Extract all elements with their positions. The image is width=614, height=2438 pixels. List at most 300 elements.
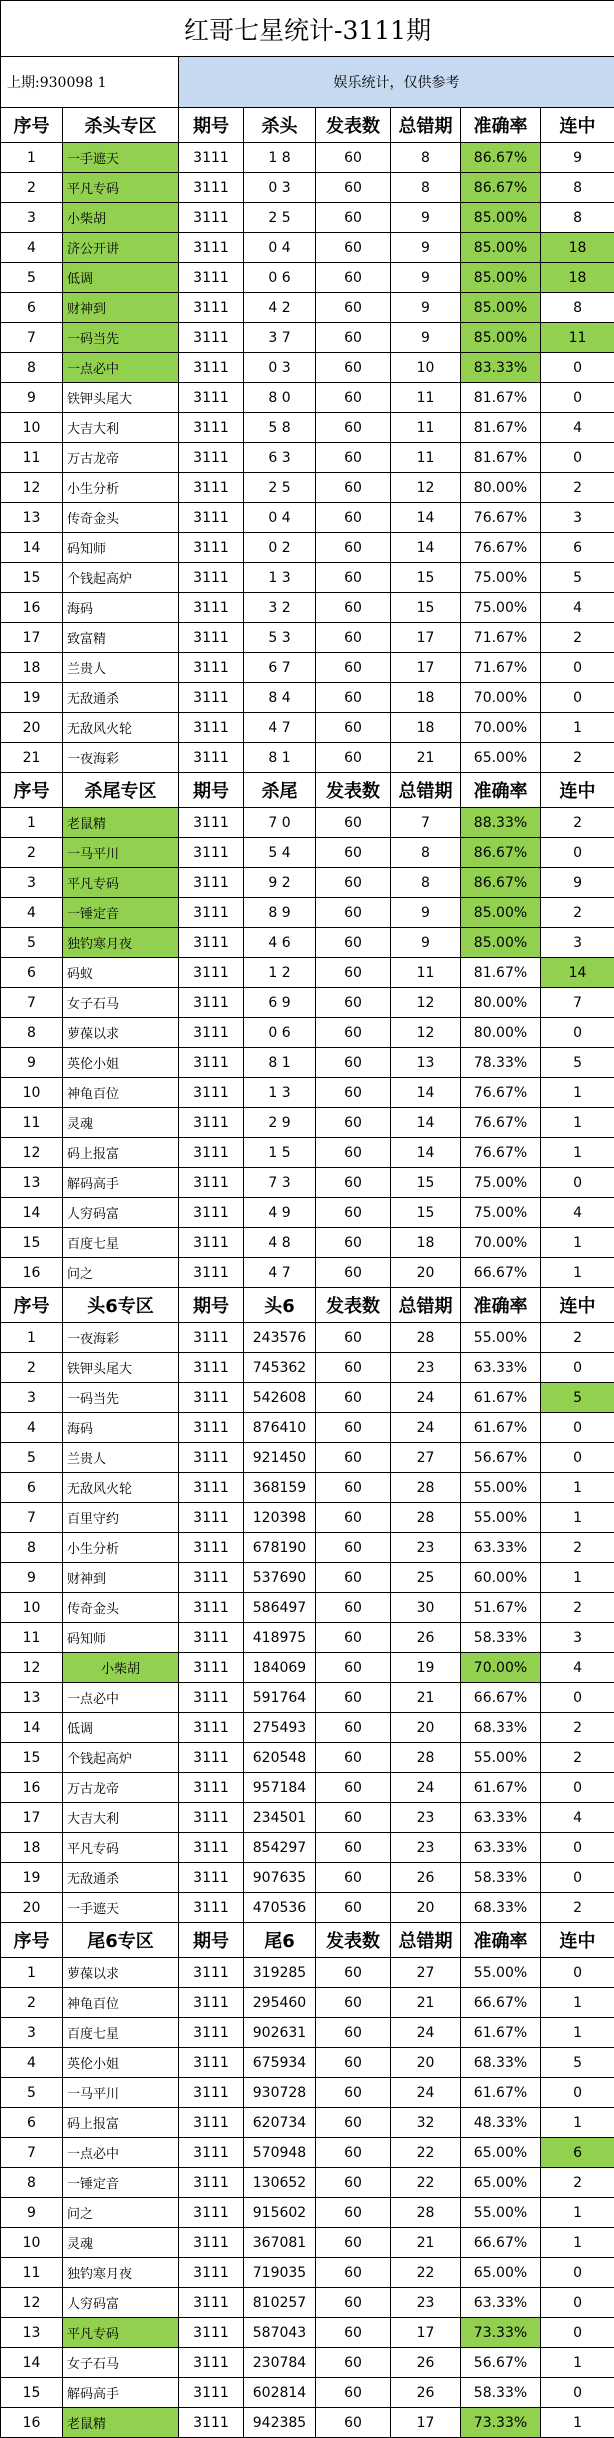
issue-cell: 3111	[179, 808, 244, 838]
accuracy-cell: 70.00%	[461, 683, 541, 713]
error-count-cell: 12	[391, 1018, 461, 1048]
value-cell: 275493	[244, 1713, 316, 1743]
streak-cell: 7	[541, 988, 614, 1018]
value-cell: 570948	[244, 2138, 316, 2168]
name-cell: 码知师	[63, 1623, 179, 1653]
error-count-cell: 28	[391, 1323, 461, 1353]
accuracy-cell: 80.00%	[461, 1018, 541, 1048]
row-number: 3	[1, 1383, 63, 1413]
issue-cell: 3111	[179, 383, 244, 413]
error-count-cell: 30	[391, 1593, 461, 1623]
streak-cell: 11	[541, 323, 614, 353]
error-count-cell: 15	[391, 1198, 461, 1228]
table-row	[1, 1018, 614, 1048]
last-issue-label: 上期:930098 1	[1, 57, 179, 108]
table-row	[1, 1503, 614, 1533]
value-cell: 587043	[244, 2318, 316, 2348]
issue-cell: 3111	[179, 1893, 244, 1923]
streak-cell: 0	[541, 683, 614, 713]
issue-cell: 3111	[179, 1323, 244, 1353]
column-header: 发表数	[316, 773, 391, 808]
value-cell: 0 2	[244, 533, 316, 563]
row-number: 21	[1, 743, 63, 773]
name-cell: 无敌通杀	[63, 1863, 179, 1893]
value-cell: 1 8	[244, 143, 316, 173]
name-cell: 平凡专码	[63, 868, 179, 898]
published-count-cell: 60	[316, 1653, 391, 1683]
issue-cell: 3111	[179, 1773, 244, 1803]
column-header: 序号	[1, 108, 63, 143]
issue-cell: 3111	[179, 563, 244, 593]
table-row	[1, 1593, 614, 1623]
name-cell: 一点必中	[63, 353, 179, 383]
accuracy-cell: 76.67%	[461, 1108, 541, 1138]
accuracy-cell: 63.33%	[461, 1533, 541, 1563]
published-count-cell: 60	[316, 2108, 391, 2138]
table-row	[1, 713, 614, 743]
accuracy-cell: 63.33%	[461, 2288, 541, 2318]
published-count-cell: 60	[316, 2168, 391, 2198]
value-cell: 120398	[244, 1503, 316, 1533]
value-cell: 902631	[244, 2018, 316, 2048]
error-count-cell: 28	[391, 2198, 461, 2228]
issue-cell: 3111	[179, 1713, 244, 1743]
row-number: 19	[1, 683, 63, 713]
name-cell: 兰贵人	[63, 1443, 179, 1473]
accuracy-cell: 70.00%	[461, 1228, 541, 1258]
name-cell: 低调	[63, 1713, 179, 1743]
published-count-cell: 60	[316, 623, 391, 653]
error-count-cell: 26	[391, 1863, 461, 1893]
published-count-cell: 60	[316, 233, 391, 263]
streak-cell: 0	[541, 653, 614, 683]
column-header: 杀尾	[244, 773, 316, 808]
published-count-cell: 60	[316, 1833, 391, 1863]
accuracy-cell: 65.00%	[461, 743, 541, 773]
accuracy-cell: 71.67%	[461, 623, 541, 653]
streak-cell: 1	[541, 1473, 614, 1503]
published-count-cell: 60	[316, 1138, 391, 1168]
error-count-cell: 14	[391, 1108, 461, 1138]
value-cell: 907635	[244, 1863, 316, 1893]
error-count-cell: 21	[391, 2228, 461, 2258]
error-count-cell: 14	[391, 503, 461, 533]
issue-cell: 3111	[179, 1743, 244, 1773]
issue-cell: 3111	[179, 1198, 244, 1228]
row-number: 16	[1, 1258, 63, 1288]
row-number: 14	[1, 1713, 63, 1743]
published-count-cell: 60	[316, 1108, 391, 1138]
table-row	[1, 293, 614, 323]
value-cell: 2 5	[244, 203, 316, 233]
streak-cell: 14	[541, 958, 614, 988]
name-cell: 一马平川	[63, 838, 179, 868]
name-cell: 海码	[63, 1413, 179, 1443]
value-cell: 542608	[244, 1383, 316, 1413]
published-count-cell: 60	[316, 1503, 391, 1533]
accuracy-cell: 55.00%	[461, 1743, 541, 1773]
table-row	[1, 2378, 614, 2408]
row-number: 17	[1, 623, 63, 653]
published-count-cell: 60	[316, 1593, 391, 1623]
value-cell: 130652	[244, 2168, 316, 2198]
issue-cell: 3111	[179, 1353, 244, 1383]
value-cell: 9 2	[244, 868, 316, 898]
row-number: 10	[1, 413, 63, 443]
issue-cell: 3111	[179, 713, 244, 743]
name-cell: 灵魂	[63, 1108, 179, 1138]
value-cell: 6 3	[244, 443, 316, 473]
published-count-cell: 60	[316, 958, 391, 988]
published-count-cell: 60	[316, 713, 391, 743]
error-count-cell: 9	[391, 203, 461, 233]
value-cell: 745362	[244, 1353, 316, 1383]
name-cell: 独钓寒月夜	[63, 928, 179, 958]
error-count-cell: 24	[391, 1383, 461, 1413]
row-number: 17	[1, 1803, 63, 1833]
error-count-cell: 15	[391, 593, 461, 623]
published-count-cell: 60	[316, 1228, 391, 1258]
name-cell: 个钱起高炉	[63, 1743, 179, 1773]
value-cell: 537690	[244, 1563, 316, 1593]
published-count-cell: 60	[316, 1863, 391, 1893]
streak-cell: 8	[541, 293, 614, 323]
published-count-cell: 60	[316, 928, 391, 958]
accuracy-cell: 61.67%	[461, 2018, 541, 2048]
column-header: 尾6专区	[63, 1923, 179, 1958]
table-row	[1, 958, 614, 988]
table-row	[1, 173, 614, 203]
accuracy-cell: 55.00%	[461, 1473, 541, 1503]
value-cell: 930728	[244, 2078, 316, 2108]
accuracy-cell: 85.00%	[461, 233, 541, 263]
value-cell: 602814	[244, 2378, 316, 2408]
table-row	[1, 1383, 614, 1413]
error-count-cell: 17	[391, 653, 461, 683]
streak-cell: 2	[541, 1743, 614, 1773]
row-number: 10	[1, 2228, 63, 2258]
issue-cell: 3111	[179, 2288, 244, 2318]
value-cell: 184069	[244, 1653, 316, 1683]
value-cell: 0 4	[244, 503, 316, 533]
accuracy-cell: 70.00%	[461, 1653, 541, 1683]
error-count-cell: 23	[391, 1803, 461, 1833]
streak-cell: 0	[541, 1863, 614, 1893]
row-number: 6	[1, 2108, 63, 2138]
name-cell: 传奇金头	[63, 1593, 179, 1623]
table-row	[1, 2348, 614, 2378]
accuracy-cell: 66.67%	[461, 1258, 541, 1288]
streak-cell: 1	[541, 2348, 614, 2378]
row-number: 12	[1, 1138, 63, 1168]
error-count-cell: 23	[391, 1353, 461, 1383]
table-row	[1, 2138, 614, 2168]
error-count-cell: 9	[391, 293, 461, 323]
issue-cell: 3111	[179, 1413, 244, 1443]
streak-cell: 0	[541, 1958, 614, 1988]
table-row	[1, 1893, 614, 1923]
value-cell: 243576	[244, 1323, 316, 1353]
row-number: 13	[1, 503, 63, 533]
issue-cell: 3111	[179, 928, 244, 958]
column-header: 期号	[179, 1923, 244, 1958]
issue-cell: 3111	[179, 1443, 244, 1473]
published-count-cell: 60	[316, 473, 391, 503]
name-cell: 一手遮天	[63, 143, 179, 173]
published-count-cell: 60	[316, 988, 391, 1018]
error-count-cell: 14	[391, 533, 461, 563]
name-cell: 一手遮天	[63, 1893, 179, 1923]
name-cell: 一点必中	[63, 2138, 179, 2168]
accuracy-cell: 63.33%	[461, 1833, 541, 1863]
issue-cell: 3111	[179, 1683, 244, 1713]
issue-cell: 3111	[179, 1383, 244, 1413]
column-header: 总错期	[391, 1288, 461, 1323]
issue-cell: 3111	[179, 1803, 244, 1833]
table-row	[1, 323, 614, 353]
value-cell: 4 6	[244, 928, 316, 958]
name-cell: 人穷码富	[63, 1198, 179, 1228]
table-row	[1, 1473, 614, 1503]
table-row	[1, 2258, 614, 2288]
accuracy-cell: 85.00%	[461, 323, 541, 353]
row-number: 2	[1, 838, 63, 868]
published-count-cell: 60	[316, 1048, 391, 1078]
value-cell: 4 8	[244, 1228, 316, 1258]
table-row	[1, 2228, 614, 2258]
table-row	[1, 533, 614, 563]
page-title: 红哥七星统计-3111期	[1, 1, 614, 57]
row-number: 18	[1, 653, 63, 683]
name-cell: 百度七星	[63, 2018, 179, 2048]
table-row	[1, 1443, 614, 1473]
value-cell: 7 0	[244, 808, 316, 838]
streak-cell: 1	[541, 1988, 614, 2018]
value-cell: 8 1	[244, 1048, 316, 1078]
accuracy-cell: 55.00%	[461, 2198, 541, 2228]
accuracy-cell: 76.67%	[461, 1138, 541, 1168]
error-count-cell: 20	[391, 1893, 461, 1923]
value-cell: 921450	[244, 1443, 316, 1473]
value-cell: 368159	[244, 1473, 316, 1503]
issue-cell: 3111	[179, 353, 244, 383]
issue-cell: 3111	[179, 1258, 244, 1288]
published-count-cell: 60	[316, 653, 391, 683]
column-header: 连中	[541, 108, 614, 143]
name-cell: 灵魂	[63, 2228, 179, 2258]
table-row	[1, 2078, 614, 2108]
table-row	[1, 233, 614, 263]
row-number: 1	[1, 1323, 63, 1353]
streak-cell: 1	[541, 1228, 614, 1258]
issue-cell: 3111	[179, 2198, 244, 2228]
table-row	[1, 1833, 614, 1863]
error-count-cell: 11	[391, 958, 461, 988]
error-count-cell: 12	[391, 988, 461, 1018]
value-cell: 942385	[244, 2408, 316, 2438]
issue-cell: 3111	[179, 263, 244, 293]
table-row	[1, 383, 614, 413]
issue-cell: 3111	[179, 1988, 244, 2018]
row-number: 14	[1, 533, 63, 563]
row-number: 13	[1, 1683, 63, 1713]
accuracy-cell: 68.33%	[461, 1893, 541, 1923]
streak-cell: 0	[541, 1773, 614, 1803]
issue-cell: 3111	[179, 1563, 244, 1593]
accuracy-cell: 86.67%	[461, 868, 541, 898]
published-count-cell: 60	[316, 1893, 391, 1923]
error-count-cell: 14	[391, 1138, 461, 1168]
accuracy-cell: 80.00%	[461, 473, 541, 503]
row-number: 9	[1, 1048, 63, 1078]
row-number: 7	[1, 988, 63, 1018]
streak-cell: 2	[541, 2168, 614, 2198]
published-count-cell: 60	[316, 1958, 391, 1988]
accuracy-cell: 83.33%	[461, 353, 541, 383]
accuracy-cell: 70.00%	[461, 713, 541, 743]
row-number: 7	[1, 2138, 63, 2168]
issue-cell: 3111	[179, 623, 244, 653]
value-cell: 1 2	[244, 958, 316, 988]
table-row	[1, 988, 614, 1018]
streak-cell: 0	[541, 1683, 614, 1713]
disclaimer-banner: 娱乐统计，仅供参考	[179, 57, 614, 108]
published-count-cell: 60	[316, 743, 391, 773]
published-count-cell: 60	[316, 353, 391, 383]
table-row	[1, 1048, 614, 1078]
published-count-cell: 60	[316, 1563, 391, 1593]
value-cell: 230784	[244, 2348, 316, 2378]
table-row	[1, 898, 614, 928]
issue-cell: 3111	[179, 323, 244, 353]
table-row	[1, 1228, 614, 1258]
row-number: 12	[1, 1653, 63, 1683]
table-row	[1, 413, 614, 443]
table-row	[1, 2288, 614, 2318]
table-row	[1, 1078, 614, 1108]
value-cell: 876410	[244, 1413, 316, 1443]
error-count-cell: 9	[391, 898, 461, 928]
row-number: 1	[1, 143, 63, 173]
accuracy-cell: 73.33%	[461, 2318, 541, 2348]
error-count-cell: 24	[391, 2018, 461, 2048]
value-cell: 0 6	[244, 263, 316, 293]
column-header: 发表数	[316, 108, 391, 143]
error-count-cell: 9	[391, 263, 461, 293]
streak-cell: 0	[541, 2378, 614, 2408]
row-number: 15	[1, 563, 63, 593]
issue-cell: 3111	[179, 173, 244, 203]
row-number: 8	[1, 1018, 63, 1048]
row-number: 9	[1, 2198, 63, 2228]
name-cell: 财神到	[63, 293, 179, 323]
accuracy-cell: 68.33%	[461, 1713, 541, 1743]
published-count-cell: 60	[316, 1323, 391, 1353]
table-row	[1, 2168, 614, 2198]
published-count-cell: 60	[316, 2078, 391, 2108]
name-cell: 平凡专码	[63, 1833, 179, 1863]
value-cell: 1 3	[244, 1078, 316, 1108]
column-header: 序号	[1, 1923, 63, 1958]
error-count-cell: 14	[391, 1078, 461, 1108]
table-row	[1, 263, 614, 293]
row-number: 16	[1, 1773, 63, 1803]
streak-cell: 5	[541, 2048, 614, 2078]
table-row	[1, 808, 614, 838]
column-header: 发表数	[316, 1288, 391, 1323]
value-cell: 678190	[244, 1533, 316, 1563]
error-count-cell: 9	[391, 233, 461, 263]
published-count-cell: 60	[316, 683, 391, 713]
error-count-cell: 15	[391, 563, 461, 593]
column-header: 发表数	[316, 1923, 391, 1958]
table-row	[1, 1108, 614, 1138]
issue-cell: 3111	[179, 683, 244, 713]
error-count-cell: 24	[391, 1413, 461, 1443]
accuracy-cell: 55.00%	[461, 1323, 541, 1353]
published-count-cell: 60	[316, 2228, 391, 2258]
row-number: 3	[1, 868, 63, 898]
table-row	[1, 2018, 614, 2048]
column-header: 准确率	[461, 108, 541, 143]
streak-cell: 1	[541, 1078, 614, 1108]
error-count-cell: 27	[391, 1958, 461, 1988]
published-count-cell: 60	[316, 2288, 391, 2318]
accuracy-cell: 86.67%	[461, 143, 541, 173]
error-count-cell: 18	[391, 713, 461, 743]
value-cell: 620548	[244, 1743, 316, 1773]
accuracy-cell: 58.33%	[461, 2378, 541, 2408]
streak-cell: 2	[541, 898, 614, 928]
streak-cell: 0	[541, 383, 614, 413]
published-count-cell: 60	[316, 1018, 391, 1048]
streak-cell: 1	[541, 2228, 614, 2258]
streak-cell: 8	[541, 173, 614, 203]
error-count-cell: 8	[391, 173, 461, 203]
name-cell: 铁钾头尾大	[63, 1353, 179, 1383]
value-cell: 4 9	[244, 1198, 316, 1228]
name-cell: 问之	[63, 2198, 179, 2228]
row-number: 5	[1, 928, 63, 958]
error-count-cell: 21	[391, 743, 461, 773]
issue-cell: 3111	[179, 2258, 244, 2288]
value-cell: 7 3	[244, 1168, 316, 1198]
issue-cell: 3111	[179, 1533, 244, 1563]
accuracy-cell: 78.33%	[461, 1048, 541, 1078]
published-count-cell: 60	[316, 2348, 391, 2378]
value-cell: 295460	[244, 1988, 316, 2018]
name-cell: 低调	[63, 263, 179, 293]
accuracy-cell: 76.67%	[461, 503, 541, 533]
row-number: 3	[1, 2018, 63, 2048]
table-row	[1, 473, 614, 503]
name-cell: 万古龙帝	[63, 1773, 179, 1803]
table-row	[1, 443, 614, 473]
column-header: 杀头专区	[63, 108, 179, 143]
streak-cell: 0	[541, 838, 614, 868]
streak-cell: 3	[541, 928, 614, 958]
name-cell: 女子石马	[63, 988, 179, 1018]
published-count-cell: 60	[316, 383, 391, 413]
streak-cell: 2	[541, 473, 614, 503]
issue-cell: 3111	[179, 503, 244, 533]
streak-cell: 1	[541, 1138, 614, 1168]
published-count-cell: 60	[316, 1743, 391, 1773]
streak-cell: 9	[541, 868, 614, 898]
streak-cell: 0	[541, 1413, 614, 1443]
accuracy-cell: 75.00%	[461, 1198, 541, 1228]
section-header-row	[1, 1923, 614, 1958]
